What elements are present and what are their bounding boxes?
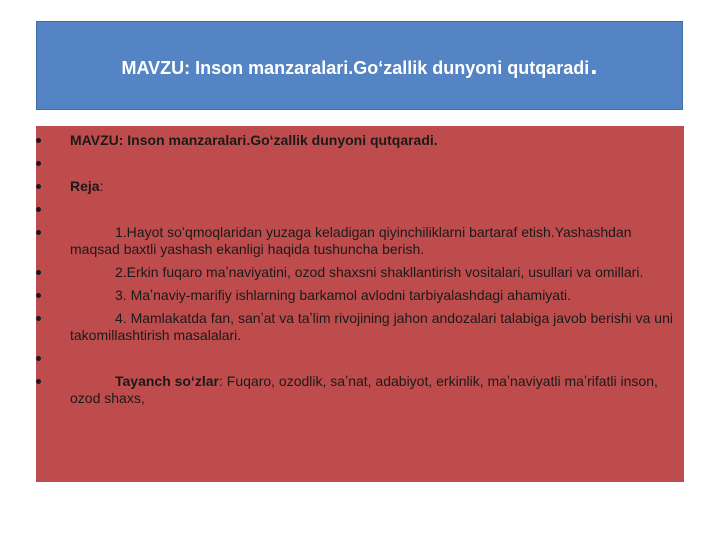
- bullet-text: :: [99, 178, 104, 194]
- bullet-text: 3. Maʼnaviy-marifiy ishlarning barkamol avlodni tarbiyalashdagi ahamiyati.: [115, 287, 571, 303]
- slide-title-dot: .: [590, 49, 598, 80]
- bullet-label: Reja: [70, 178, 100, 194]
- bullet-text: MAVZU: Inson manzaralari.Goʻzallik dunyoni qutqaradi.: [70, 132, 438, 148]
- bullet-item-empty: [36, 201, 674, 218]
- slide-title-text: MAVZU: Inson manzaralari.Go‘zallik dunyoni qutqaradi: [121, 57, 590, 78]
- bullet-text: 2.Erkin fuqaro maʼnaviyatini, ozod shaxsni shakllantirish vositalari, usullari va omillari.: [115, 264, 644, 280]
- bullet-dot-icon: [36, 379, 41, 384]
- bullet-dot-icon: [36, 293, 41, 298]
- bullet-item-topic: [36, 132, 674, 149]
- bullet-dot-icon: [36, 138, 41, 143]
- bullet-text: : Fuqaro, ozodlik, saʼnat, adabiyot, erkinlik, maʼnaviyatli maʼrifatli inson, ozod shaxs,: [70, 373, 658, 406]
- bullet-text: 1.Hayot soʻqmoqlaridan yuzaga keladigan qiyinchiliklarni bartaraf etish.Yashashdan maqsad baxtli yashash ekanligi haqida tushuncha berish.: [70, 224, 632, 257]
- bullet-dot-icon: [36, 207, 41, 212]
- bullet-item-plan: [36, 178, 674, 195]
- bullet-dot-icon: [36, 270, 41, 275]
- bullet-item-keywords: [36, 373, 674, 407]
- bullet-list: [36, 132, 674, 407]
- slide-title: [122, 50, 598, 81]
- bullet-text: 4. Mamlakatda fan, sanʼat va taʼlim rivojining jahon andozalari talabiga javob berishi va uni takomillashtirish masalalari.: [70, 310, 673, 343]
- bullet-dot-icon: [36, 316, 41, 321]
- bullet-dot-icon: [36, 184, 41, 189]
- bullet-dot-icon: [36, 230, 41, 235]
- bullet-item-plan-3: [36, 287, 674, 304]
- content-box: [36, 126, 684, 482]
- bullet-dot-icon: [36, 356, 41, 361]
- bullet-dot-icon: [36, 161, 41, 166]
- bullet-item-empty: [36, 155, 674, 172]
- bullet-item-plan-4: [36, 310, 674, 344]
- bullet-item-plan-1: [36, 224, 674, 258]
- bullet-item-plan-2: [36, 264, 674, 281]
- title-box: [36, 21, 683, 110]
- bullet-item-empty: [36, 350, 674, 367]
- bullet-label: Tayanch soʻzlar: [115, 373, 220, 389]
